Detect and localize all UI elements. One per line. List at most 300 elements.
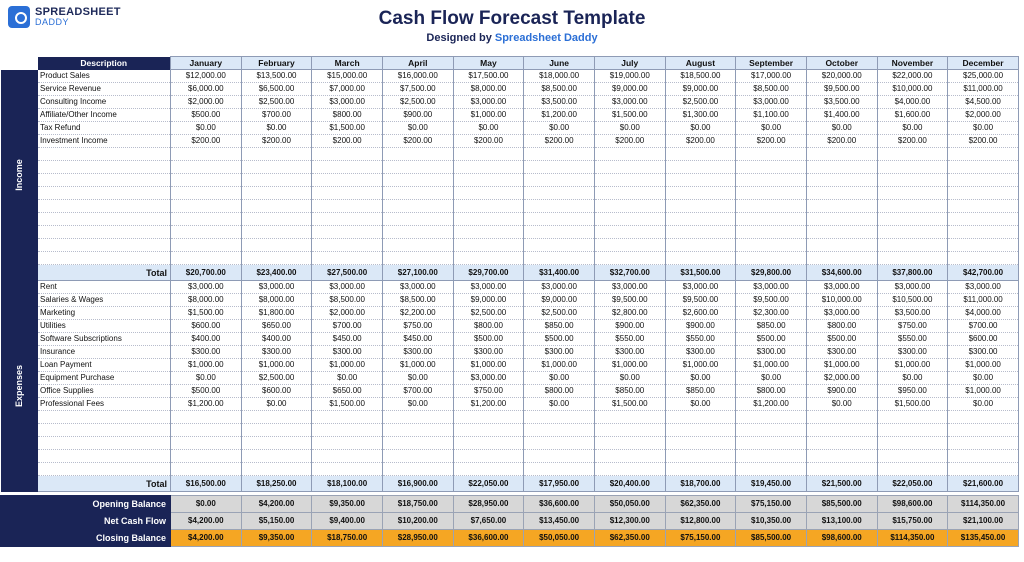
value-cell[interactable]: $950.00 — [877, 385, 948, 398]
summary-value-cell[interactable]: $18,750.00 — [312, 530, 383, 547]
value-cell[interactable]: $300.00 — [171, 346, 242, 359]
value-cell[interactable]: $700.00 — [312, 320, 383, 333]
value-cell[interactable]: $1,000.00 — [312, 359, 383, 372]
value-cell[interactable]: $0.00 — [806, 122, 877, 135]
value-cell[interactable]: $200.00 — [241, 135, 312, 148]
blank-value-cell[interactable] — [524, 252, 595, 265]
blank-value-cell[interactable] — [736, 226, 807, 239]
blank-value-cell[interactable] — [171, 424, 242, 437]
value-cell[interactable]: $2,600.00 — [665, 307, 736, 320]
blank-value-cell[interactable] — [524, 450, 595, 463]
blank-value-cell[interactable] — [736, 252, 807, 265]
total-cell[interactable]: $31,400.00 — [524, 265, 595, 281]
total-cell[interactable]: $34,600.00 — [806, 265, 877, 281]
summary-value-cell[interactable]: $13,450.00 — [524, 513, 595, 530]
blank-value-cell[interactable] — [453, 463, 524, 476]
value-cell[interactable]: $200.00 — [382, 135, 453, 148]
total-cell[interactable]: $17,950.00 — [524, 476, 595, 492]
blank-value-cell[interactable] — [312, 463, 383, 476]
blank-value-cell[interactable] — [594, 463, 665, 476]
total-cell[interactable]: $18,700.00 — [665, 476, 736, 492]
total-cell[interactable]: $22,050.00 — [877, 476, 948, 492]
value-cell[interactable]: $700.00 — [948, 320, 1019, 333]
value-cell[interactable]: $8,000.00 — [453, 83, 524, 96]
value-cell[interactable]: $3,000.00 — [806, 281, 877, 294]
blank-value-cell[interactable] — [453, 450, 524, 463]
value-cell[interactable]: $0.00 — [948, 398, 1019, 411]
blank-value-cell[interactable] — [453, 226, 524, 239]
row-description[interactable]: Professional Fees — [38, 398, 171, 411]
value-cell[interactable]: $3,000.00 — [171, 281, 242, 294]
value-cell[interactable]: $200.00 — [806, 135, 877, 148]
blank-value-cell[interactable] — [736, 463, 807, 476]
value-cell[interactable]: $17,000.00 — [736, 70, 807, 83]
blank-value-cell[interactable] — [594, 187, 665, 200]
blank-value-cell[interactable] — [312, 161, 383, 174]
value-cell[interactable]: $0.00 — [806, 398, 877, 411]
blank-value-cell[interactable] — [736, 437, 807, 450]
summary-value-cell[interactable]: $28,950.00 — [382, 530, 453, 547]
value-cell[interactable]: $400.00 — [171, 333, 242, 346]
blank-description-cell[interactable] — [38, 187, 171, 200]
value-cell[interactable]: $25,000.00 — [948, 70, 1019, 83]
value-cell[interactable]: $3,000.00 — [806, 307, 877, 320]
blank-value-cell[interactable] — [594, 161, 665, 174]
blank-value-cell[interactable] — [312, 148, 383, 161]
summary-value-cell[interactable]: $15,750.00 — [877, 513, 948, 530]
blank-value-cell[interactable] — [594, 437, 665, 450]
blank-value-cell[interactable] — [171, 252, 242, 265]
value-cell[interactable]: $200.00 — [665, 135, 736, 148]
value-cell[interactable]: $2,500.00 — [382, 96, 453, 109]
value-cell[interactable]: $2,000.00 — [948, 109, 1019, 122]
blank-value-cell[interactable] — [806, 200, 877, 213]
blank-value-cell[interactable] — [877, 148, 948, 161]
total-cell[interactable]: $21,600.00 — [948, 476, 1019, 492]
blank-value-cell[interactable] — [241, 463, 312, 476]
blank-description-cell[interactable] — [38, 213, 171, 226]
value-cell[interactable]: $650.00 — [241, 320, 312, 333]
value-cell[interactable]: $2,000.00 — [806, 372, 877, 385]
blank-value-cell[interactable] — [948, 226, 1019, 239]
value-cell[interactable]: $3,000.00 — [312, 96, 383, 109]
blank-value-cell[interactable] — [524, 200, 595, 213]
total-cell[interactable]: $29,700.00 — [453, 265, 524, 281]
blank-value-cell[interactable] — [806, 437, 877, 450]
blank-value-cell[interactable] — [171, 463, 242, 476]
blank-value-cell[interactable] — [806, 213, 877, 226]
blank-value-cell[interactable] — [171, 411, 242, 424]
blank-value-cell[interactable] — [524, 187, 595, 200]
summary-value-cell[interactable]: $13,100.00 — [806, 513, 877, 530]
blank-value-cell[interactable] — [877, 239, 948, 252]
value-cell[interactable]: $9,500.00 — [594, 294, 665, 307]
value-cell[interactable]: $300.00 — [453, 346, 524, 359]
value-cell[interactable]: $1,500.00 — [312, 398, 383, 411]
blank-value-cell[interactable] — [453, 161, 524, 174]
blank-value-cell[interactable] — [736, 239, 807, 252]
value-cell[interactable]: $200.00 — [171, 135, 242, 148]
row-description[interactable]: Loan Payment — [38, 359, 171, 372]
blank-description-cell[interactable] — [38, 252, 171, 265]
value-cell[interactable]: $0.00 — [877, 372, 948, 385]
blank-value-cell[interactable] — [171, 213, 242, 226]
value-cell[interactable]: $800.00 — [524, 385, 595, 398]
blank-value-cell[interactable] — [312, 437, 383, 450]
value-cell[interactable]: $1,600.00 — [877, 109, 948, 122]
blank-value-cell[interactable] — [171, 187, 242, 200]
blank-value-cell[interactable] — [877, 411, 948, 424]
blank-value-cell[interactable] — [241, 187, 312, 200]
value-cell[interactable]: $750.00 — [877, 320, 948, 333]
value-cell[interactable]: $8,000.00 — [241, 294, 312, 307]
blank-value-cell[interactable] — [312, 411, 383, 424]
total-cell[interactable]: $31,500.00 — [665, 265, 736, 281]
blank-value-cell[interactable] — [312, 450, 383, 463]
blank-description-cell[interactable] — [38, 148, 171, 161]
blank-value-cell[interactable] — [312, 252, 383, 265]
total-cell[interactable]: $20,400.00 — [594, 476, 665, 492]
value-cell[interactable]: $0.00 — [171, 122, 242, 135]
value-cell[interactable]: $4,000.00 — [877, 96, 948, 109]
value-cell[interactable]: $7,000.00 — [312, 83, 383, 96]
value-cell[interactable]: $0.00 — [736, 372, 807, 385]
value-cell[interactable]: $17,500.00 — [453, 70, 524, 83]
blank-value-cell[interactable] — [241, 424, 312, 437]
value-cell[interactable]: $9,000.00 — [453, 294, 524, 307]
total-cell[interactable]: $18,100.00 — [312, 476, 383, 492]
value-cell[interactable]: $0.00 — [524, 398, 595, 411]
blank-value-cell[interactable] — [877, 226, 948, 239]
value-cell[interactable]: $300.00 — [594, 346, 665, 359]
blank-value-cell[interactable] — [736, 200, 807, 213]
row-description[interactable]: Utilities — [38, 320, 171, 333]
value-cell[interactable]: $1,000.00 — [594, 359, 665, 372]
blank-value-cell[interactable] — [665, 424, 736, 437]
blank-value-cell[interactable] — [736, 213, 807, 226]
value-cell[interactable]: $3,500.00 — [877, 307, 948, 320]
blank-value-cell[interactable] — [241, 411, 312, 424]
value-cell[interactable]: $450.00 — [382, 333, 453, 346]
value-cell[interactable]: $0.00 — [171, 372, 242, 385]
blank-value-cell[interactable] — [736, 424, 807, 437]
value-cell[interactable]: $3,000.00 — [382, 281, 453, 294]
blank-value-cell[interactable] — [241, 226, 312, 239]
blank-description-cell[interactable] — [38, 450, 171, 463]
value-cell[interactable]: $500.00 — [171, 385, 242, 398]
blank-value-cell[interactable] — [665, 174, 736, 187]
blank-value-cell[interactable] — [736, 174, 807, 187]
blank-value-cell[interactable] — [665, 187, 736, 200]
value-cell[interactable]: $0.00 — [665, 122, 736, 135]
value-cell[interactable]: $1,000.00 — [948, 359, 1019, 372]
blank-value-cell[interactable] — [241, 437, 312, 450]
summary-value-cell[interactable]: $85,500.00 — [806, 496, 877, 513]
blank-value-cell[interactable] — [665, 200, 736, 213]
row-description[interactable]: Investment Income — [38, 135, 171, 148]
blank-value-cell[interactable] — [382, 424, 453, 437]
value-cell[interactable]: $550.00 — [877, 333, 948, 346]
blank-value-cell[interactable] — [453, 411, 524, 424]
value-cell[interactable]: $18,500.00 — [665, 70, 736, 83]
value-cell[interactable]: $200.00 — [594, 135, 665, 148]
value-cell[interactable]: $2,200.00 — [382, 307, 453, 320]
value-cell[interactable]: $900.00 — [806, 385, 877, 398]
blank-description-cell[interactable] — [38, 239, 171, 252]
blank-value-cell[interactable] — [806, 450, 877, 463]
value-cell[interactable]: $0.00 — [453, 122, 524, 135]
blank-value-cell[interactable] — [948, 463, 1019, 476]
value-cell[interactable]: $200.00 — [312, 135, 383, 148]
summary-value-cell[interactable]: $4,200.00 — [171, 513, 242, 530]
blank-value-cell[interactable] — [806, 161, 877, 174]
blank-value-cell[interactable] — [877, 463, 948, 476]
value-cell[interactable]: $1,000.00 — [382, 359, 453, 372]
value-cell[interactable]: $19,000.00 — [594, 70, 665, 83]
value-cell[interactable]: $20,000.00 — [806, 70, 877, 83]
blank-value-cell[interactable] — [382, 148, 453, 161]
row-description[interactable]: Marketing — [38, 307, 171, 320]
value-cell[interactable]: $200.00 — [736, 135, 807, 148]
row-description[interactable]: Salaries & Wages — [38, 294, 171, 307]
blank-value-cell[interactable] — [382, 450, 453, 463]
subtitle-brand-link[interactable]: Spreadsheet Daddy — [494, 32, 598, 44]
value-cell[interactable]: $1,800.00 — [241, 307, 312, 320]
value-cell[interactable]: $3,000.00 — [453, 281, 524, 294]
value-cell[interactable]: $1,100.00 — [736, 109, 807, 122]
blank-value-cell[interactable] — [806, 187, 877, 200]
value-cell[interactable]: $18,000.00 — [524, 70, 595, 83]
value-cell[interactable]: $900.00 — [594, 320, 665, 333]
value-cell[interactable]: $300.00 — [877, 346, 948, 359]
blank-value-cell[interactable] — [665, 437, 736, 450]
value-cell[interactable]: $9,000.00 — [594, 83, 665, 96]
value-cell[interactable]: $11,000.00 — [948, 83, 1019, 96]
blank-value-cell[interactable] — [665, 213, 736, 226]
value-cell[interactable]: $1,000.00 — [453, 109, 524, 122]
value-cell[interactable]: $8,500.00 — [524, 83, 595, 96]
value-cell[interactable]: $3,500.00 — [806, 96, 877, 109]
value-cell[interactable]: $500.00 — [806, 333, 877, 346]
total-cell[interactable]: $32,700.00 — [594, 265, 665, 281]
value-cell[interactable]: $8,500.00 — [312, 294, 383, 307]
value-cell[interactable]: $9,000.00 — [665, 83, 736, 96]
blank-description-cell[interactable] — [38, 437, 171, 450]
blank-value-cell[interactable] — [171, 239, 242, 252]
blank-value-cell[interactable] — [382, 161, 453, 174]
blank-value-cell[interactable] — [382, 187, 453, 200]
blank-value-cell[interactable] — [524, 226, 595, 239]
summary-value-cell[interactable]: $9,350.00 — [241, 530, 312, 547]
blank-value-cell[interactable] — [171, 226, 242, 239]
blank-value-cell[interactable] — [736, 187, 807, 200]
blank-value-cell[interactable] — [524, 239, 595, 252]
blank-value-cell[interactable] — [736, 161, 807, 174]
blank-value-cell[interactable] — [524, 161, 595, 174]
value-cell[interactable]: $1,500.00 — [594, 109, 665, 122]
value-cell[interactable]: $0.00 — [877, 122, 948, 135]
value-cell[interactable]: $0.00 — [382, 372, 453, 385]
value-cell[interactable]: $300.00 — [382, 346, 453, 359]
blank-value-cell[interactable] — [312, 174, 383, 187]
blank-value-cell[interactable] — [171, 450, 242, 463]
blank-value-cell[interactable] — [877, 174, 948, 187]
blank-value-cell[interactable] — [453, 437, 524, 450]
blank-value-cell[interactable] — [524, 148, 595, 161]
blank-value-cell[interactable] — [665, 252, 736, 265]
blank-value-cell[interactable] — [665, 239, 736, 252]
blank-value-cell[interactable] — [382, 213, 453, 226]
summary-value-cell[interactable]: $4,200.00 — [171, 530, 242, 547]
value-cell[interactable]: $800.00 — [736, 385, 807, 398]
value-cell[interactable]: $0.00 — [524, 122, 595, 135]
value-cell[interactable]: $16,000.00 — [382, 70, 453, 83]
summary-value-cell[interactable]: $12,300.00 — [594, 513, 665, 530]
blank-value-cell[interactable] — [806, 463, 877, 476]
blank-value-cell[interactable] — [453, 148, 524, 161]
total-cell[interactable]: $20,700.00 — [171, 265, 242, 281]
row-description[interactable]: Consulting Income — [38, 96, 171, 109]
value-cell[interactable]: $200.00 — [453, 135, 524, 148]
value-cell[interactable]: $0.00 — [312, 372, 383, 385]
blank-value-cell[interactable] — [594, 252, 665, 265]
row-description[interactable]: Insurance — [38, 346, 171, 359]
total-cell[interactable]: $18,250.00 — [241, 476, 312, 492]
summary-value-cell[interactable]: $50,050.00 — [524, 530, 595, 547]
value-cell[interactable]: $550.00 — [594, 333, 665, 346]
value-cell[interactable]: $1,000.00 — [948, 385, 1019, 398]
blank-value-cell[interactable] — [594, 411, 665, 424]
value-cell[interactable]: $650.00 — [312, 385, 383, 398]
value-cell[interactable]: $1,200.00 — [453, 398, 524, 411]
value-cell[interactable]: $700.00 — [382, 385, 453, 398]
value-cell[interactable]: $2,500.00 — [241, 96, 312, 109]
value-cell[interactable]: $300.00 — [524, 346, 595, 359]
summary-value-cell[interactable]: $4,200.00 — [241, 496, 312, 513]
summary-value-cell[interactable]: $50,050.00 — [594, 496, 665, 513]
blank-value-cell[interactable] — [594, 148, 665, 161]
summary-value-cell[interactable]: $98,600.00 — [877, 496, 948, 513]
value-cell[interactable]: $300.00 — [736, 346, 807, 359]
blank-value-cell[interactable] — [948, 411, 1019, 424]
blank-value-cell[interactable] — [453, 252, 524, 265]
value-cell[interactable]: $13,500.00 — [241, 70, 312, 83]
blank-value-cell[interactable] — [877, 437, 948, 450]
blank-value-cell[interactable] — [453, 239, 524, 252]
value-cell[interactable]: $15,000.00 — [312, 70, 383, 83]
summary-value-cell[interactable]: $114,350.00 — [948, 496, 1019, 513]
blank-value-cell[interactable] — [382, 252, 453, 265]
value-cell[interactable]: $3,000.00 — [736, 281, 807, 294]
summary-value-cell[interactable]: $75,150.00 — [665, 530, 736, 547]
value-cell[interactable]: $300.00 — [665, 346, 736, 359]
summary-value-cell[interactable]: $10,350.00 — [736, 513, 807, 530]
row-description[interactable]: Equipment Purchase — [38, 372, 171, 385]
blank-value-cell[interactable] — [382, 463, 453, 476]
blank-value-cell[interactable] — [171, 161, 242, 174]
blank-description-cell[interactable] — [38, 226, 171, 239]
value-cell[interactable]: $11,000.00 — [948, 294, 1019, 307]
value-cell[interactable]: $1,200.00 — [736, 398, 807, 411]
blank-value-cell[interactable] — [241, 252, 312, 265]
total-cell[interactable]: $23,400.00 — [241, 265, 312, 281]
value-cell[interactable]: $1,000.00 — [806, 359, 877, 372]
blank-value-cell[interactable] — [806, 252, 877, 265]
value-cell[interactable]: $200.00 — [948, 135, 1019, 148]
value-cell[interactable]: $3,000.00 — [453, 96, 524, 109]
blank-value-cell[interactable] — [453, 187, 524, 200]
summary-value-cell[interactable]: $21,100.00 — [948, 513, 1019, 530]
value-cell[interactable]: $3,000.00 — [665, 281, 736, 294]
blank-value-cell[interactable] — [948, 161, 1019, 174]
value-cell[interactable]: $1,000.00 — [453, 359, 524, 372]
summary-value-cell[interactable]: $62,350.00 — [594, 530, 665, 547]
value-cell[interactable]: $1,500.00 — [312, 122, 383, 135]
blank-value-cell[interactable] — [948, 174, 1019, 187]
total-cell[interactable]: $42,700.00 — [948, 265, 1019, 281]
value-cell[interactable]: $1,000.00 — [665, 359, 736, 372]
value-cell[interactable]: $3,000.00 — [736, 96, 807, 109]
blank-value-cell[interactable] — [806, 424, 877, 437]
total-cell[interactable]: $37,800.00 — [877, 265, 948, 281]
blank-value-cell[interactable] — [594, 239, 665, 252]
blank-value-cell[interactable] — [877, 424, 948, 437]
blank-value-cell[interactable] — [665, 411, 736, 424]
total-cell[interactable]: $21,500.00 — [806, 476, 877, 492]
blank-description-cell[interactable] — [38, 200, 171, 213]
blank-value-cell[interactable] — [241, 200, 312, 213]
value-cell[interactable]: $200.00 — [524, 135, 595, 148]
blank-value-cell[interactable] — [382, 239, 453, 252]
blank-value-cell[interactable] — [312, 213, 383, 226]
blank-value-cell[interactable] — [594, 200, 665, 213]
row-description[interactable]: Software Subscriptions — [38, 333, 171, 346]
blank-value-cell[interactable] — [312, 226, 383, 239]
blank-value-cell[interactable] — [241, 148, 312, 161]
value-cell[interactable]: $1,500.00 — [594, 398, 665, 411]
blank-value-cell[interactable] — [171, 200, 242, 213]
value-cell[interactable]: $9,000.00 — [524, 294, 595, 307]
value-cell[interactable]: $300.00 — [241, 346, 312, 359]
value-cell[interactable]: $1,400.00 — [806, 109, 877, 122]
value-cell[interactable]: $850.00 — [665, 385, 736, 398]
value-cell[interactable]: $3,000.00 — [524, 281, 595, 294]
blank-value-cell[interactable] — [312, 200, 383, 213]
value-cell[interactable]: $600.00 — [948, 333, 1019, 346]
summary-value-cell[interactable]: $36,600.00 — [524, 496, 595, 513]
value-cell[interactable]: $10,000.00 — [877, 83, 948, 96]
value-cell[interactable]: $2,000.00 — [171, 96, 242, 109]
blank-value-cell[interactable] — [171, 174, 242, 187]
value-cell[interactable]: $0.00 — [948, 372, 1019, 385]
blank-value-cell[interactable] — [524, 213, 595, 226]
summary-value-cell[interactable]: $98,600.00 — [806, 530, 877, 547]
row-description[interactable]: Rent — [38, 281, 171, 294]
blank-value-cell[interactable] — [524, 424, 595, 437]
value-cell[interactable]: $3,000.00 — [948, 281, 1019, 294]
value-cell[interactable]: $2,300.00 — [736, 307, 807, 320]
blank-value-cell[interactable] — [594, 450, 665, 463]
summary-value-cell[interactable]: $85,500.00 — [736, 530, 807, 547]
blank-value-cell[interactable] — [948, 252, 1019, 265]
blank-value-cell[interactable] — [312, 239, 383, 252]
blank-value-cell[interactable] — [877, 450, 948, 463]
blank-value-cell[interactable] — [736, 450, 807, 463]
blank-value-cell[interactable] — [948, 450, 1019, 463]
value-cell[interactable]: $3,000.00 — [594, 281, 665, 294]
value-cell[interactable]: $900.00 — [382, 109, 453, 122]
blank-description-cell[interactable] — [38, 411, 171, 424]
